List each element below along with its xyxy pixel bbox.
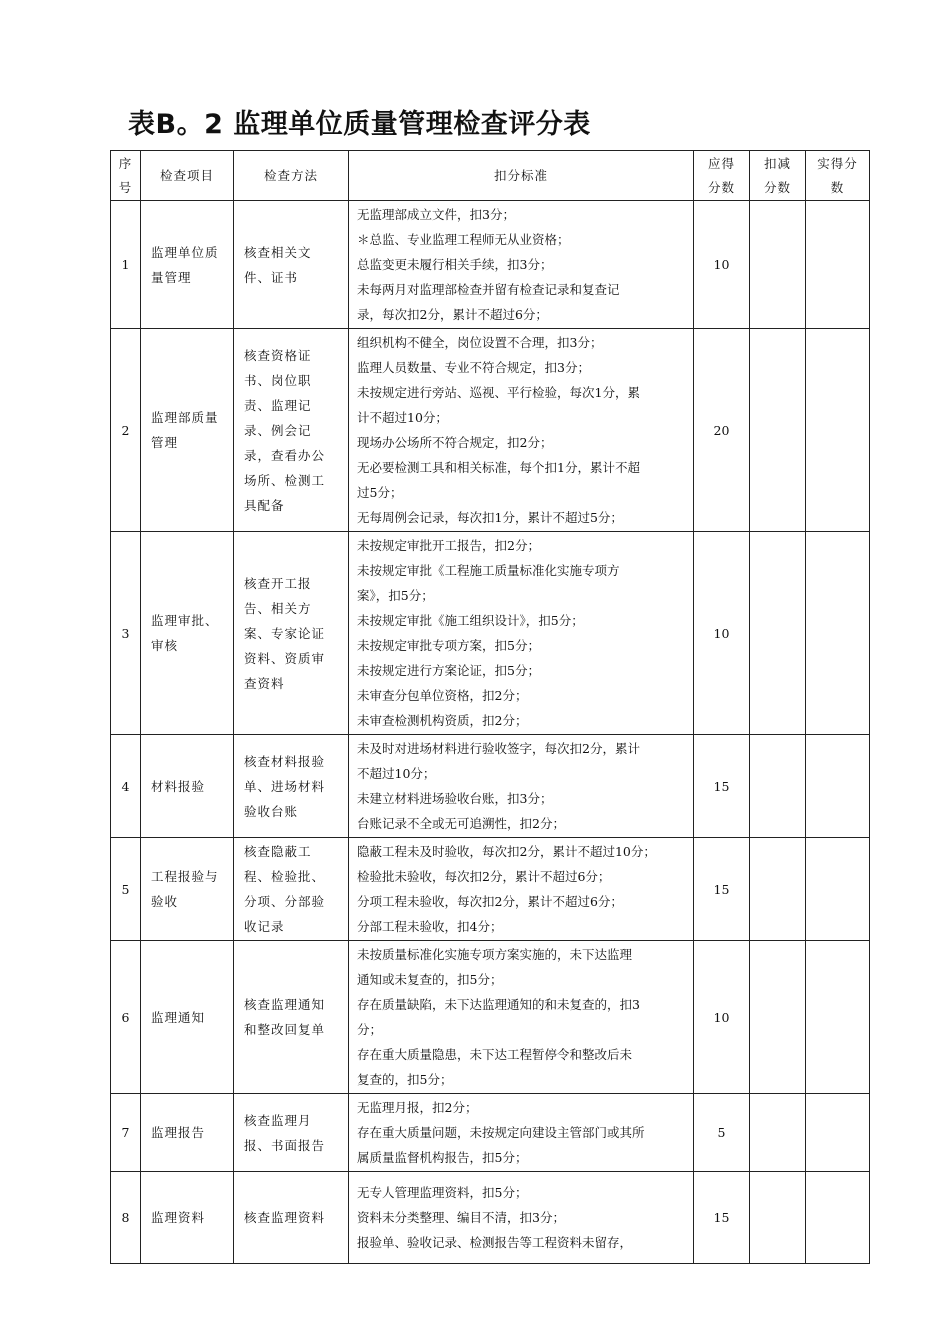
criteria-line: 未审查检测机构资质，扣2分；	[357, 713, 528, 728]
row-actual	[806, 838, 870, 941]
criteria-line: 检验批未验收，每次扣2分，累计不超过6分；	[357, 869, 611, 884]
row-actual	[806, 1094, 870, 1172]
row-item: 监理报告	[141, 1094, 234, 1172]
table-row	[111, 1172, 870, 1264]
row-score-due: 15	[694, 735, 750, 838]
criteria-line: 无专人管理监理资料，扣5分；	[357, 1185, 528, 1200]
row-actual	[806, 735, 870, 838]
criteria-line: 无必要检测工具和相关标准，每个扣1分，累计不超 过5分；	[357, 460, 640, 500]
row-method: 核查材料报验 单、进场材料 验收台账	[234, 735, 349, 838]
criteria-line: 未审查分包单位资格，扣2分；	[357, 688, 528, 703]
row-method: 核查隐蔽工 程、检验批、 分项、分部验 收记录	[234, 838, 349, 941]
criteria-line: 未按规定进行方案论证，扣5分；	[357, 663, 540, 678]
criteria-line: 资料未分类整理、编目不清，扣3分；	[357, 1210, 565, 1225]
row-seq: 8	[111, 1172, 141, 1264]
table-row	[111, 201, 870, 329]
row-seq: 2	[111, 329, 141, 532]
table-row	[111, 532, 870, 735]
criteria-line: ＊总监、专业监理工程师无从业资格；	[357, 232, 570, 247]
row-criteria	[349, 1094, 694, 1172]
row-method: 核查相关文 件、证书	[234, 201, 349, 329]
criteria-line: 分项工程未验收，每次扣2分，累计不超过6分；	[357, 894, 623, 909]
row-score-due: 5	[694, 1094, 750, 1172]
criteria-line: 未按规定审批开工报告，扣2分；	[357, 538, 540, 553]
row-deduct	[750, 735, 806, 838]
row-seq: 3	[111, 532, 141, 735]
criteria-line: 报验单、验收记录、检测报告等工程资料未留存，	[357, 1235, 633, 1250]
row-criteria	[349, 532, 694, 735]
criteria-line: 无监理月报，扣2分；	[357, 1100, 478, 1115]
header-score-due: 应得 分数	[694, 151, 750, 201]
row-method: 核查开工报 告、相关方 案、专家论证 资料、资质审 查资料	[234, 532, 349, 735]
row-item: 监理单位质 量管理	[141, 201, 234, 329]
row-seq: 7	[111, 1094, 141, 1172]
row-item: 监理资料	[141, 1172, 234, 1264]
criteria-line: 总监变更未履行相关手续，扣3分；	[357, 257, 553, 272]
header-actual: 实得分 数	[806, 151, 870, 201]
criteria-line: 存在质量缺陷，未下达监理通知的和未复查的，扣3 分；	[357, 997, 640, 1037]
table-row	[111, 941, 870, 1094]
criteria-line: 未建立材料进场验收台账，扣3分；	[357, 791, 553, 806]
row-deduct	[750, 1172, 806, 1264]
row-criteria	[349, 735, 694, 838]
row-item: 监理审批、 审核	[141, 532, 234, 735]
criteria-line: 未每两月对监理部检查并留有检查记录和复查记 录，每次扣2分，累计不超过6分；	[357, 282, 620, 322]
header-criteria: 扣分标准	[349, 151, 694, 201]
criteria-line: 未按规定审批专项方案，扣5分；	[357, 638, 540, 653]
row-score-due: 15	[694, 838, 750, 941]
header-seq: 序 号	[111, 151, 141, 201]
row-criteria	[349, 329, 694, 532]
criteria-line: 监理人员数量、专业不符合规定，扣3分；	[357, 360, 590, 375]
criteria-line: 组织机构不健全，岗位设置不合理，扣3分；	[357, 335, 603, 350]
criteria-line: 无监理部成立文件，扣3分；	[357, 207, 515, 222]
criteria-line: 存在重大质量隐患，未下达工程暂停令和整改后未 复查的，扣5分；	[357, 1047, 633, 1087]
criteria-line: 台账记录不全或无可追溯性，扣2分；	[357, 816, 565, 831]
criteria-line: 现场办公场所不符合规定，扣2分；	[357, 435, 553, 450]
row-score-due: 10	[694, 532, 750, 735]
table-row	[111, 838, 870, 941]
row-item: 材料报验	[141, 735, 234, 838]
criteria-line: 未按规定审批《工程施工质量标准化实施专项方 案》，扣5分；	[357, 563, 620, 603]
header-deduct: 扣减 分数	[750, 151, 806, 201]
row-seq: 6	[111, 941, 141, 1094]
row-deduct	[750, 329, 806, 532]
row-actual	[806, 941, 870, 1094]
criteria-line: 隐蔽工程未及时验收，每次扣2分，累计不超过10分；	[357, 844, 656, 859]
row-actual	[806, 532, 870, 735]
row-method: 核查监理资料	[234, 1172, 349, 1264]
row-method: 核查监理月 报、书面报告	[234, 1094, 349, 1172]
row-score-due: 20	[694, 329, 750, 532]
row-seq: 1	[111, 201, 141, 329]
header-item: 检查项目	[141, 151, 234, 201]
row-deduct	[750, 1094, 806, 1172]
row-actual	[806, 329, 870, 532]
row-deduct	[750, 532, 806, 735]
row-criteria	[349, 838, 694, 941]
row-deduct	[750, 941, 806, 1094]
row-method: 核查监理通知 和整改回复单	[234, 941, 349, 1094]
criteria-line: 未及时对进场材料进行验收签字，每次扣2分，累计 不超过10分；	[357, 741, 640, 781]
row-score-due: 10	[694, 941, 750, 1094]
row-item: 监理部质量 管理	[141, 329, 234, 532]
criteria-line: 无每周例会记录，每次扣1分，累计不超过5分；	[357, 510, 623, 525]
row-actual	[806, 1172, 870, 1264]
row-deduct	[750, 838, 806, 941]
table-row	[111, 329, 870, 532]
criteria-line: 未按规定进行旁站、巡视、平行检验，每次1分，累 计不超过10分；	[357, 385, 640, 425]
row-seq: 5	[111, 838, 141, 941]
header-method: 检查方法	[234, 151, 349, 201]
row-seq: 4	[111, 735, 141, 838]
criteria-line: 未按规定审批《施工组织设计》，扣5分；	[357, 613, 584, 628]
criteria-line: 未按质量标准化实施专项方案实施的，未下达监理 通知或未复查的，扣5分；	[357, 947, 633, 987]
page-title: 表B。2 监理单位质量管理检查评分表	[128, 109, 591, 140]
row-item: 监理通知	[141, 941, 234, 1094]
row-actual	[806, 201, 870, 329]
table-row	[111, 735, 870, 838]
table-header-row	[111, 151, 870, 201]
row-score-due: 15	[694, 1172, 750, 1264]
criteria-line: 存在重大质量问题，未按规定向建设主管部门或其所 属质量监督机构报告，扣5分；	[357, 1125, 645, 1165]
row-deduct	[750, 201, 806, 329]
row-item: 工程报验与 验收	[141, 838, 234, 941]
criteria-line: 分部工程未验收，扣4分；	[357, 919, 503, 934]
row-method: 核查资格证 书、岗位职 责、监理记 录、例会记 录，查看办公 场所、检测工 具配备	[234, 329, 349, 532]
row-score-due: 10	[694, 201, 750, 329]
score-table	[110, 150, 870, 1264]
table-row	[111, 1094, 870, 1172]
row-criteria	[349, 941, 694, 1094]
row-criteria	[349, 201, 694, 329]
row-criteria	[349, 1172, 694, 1264]
